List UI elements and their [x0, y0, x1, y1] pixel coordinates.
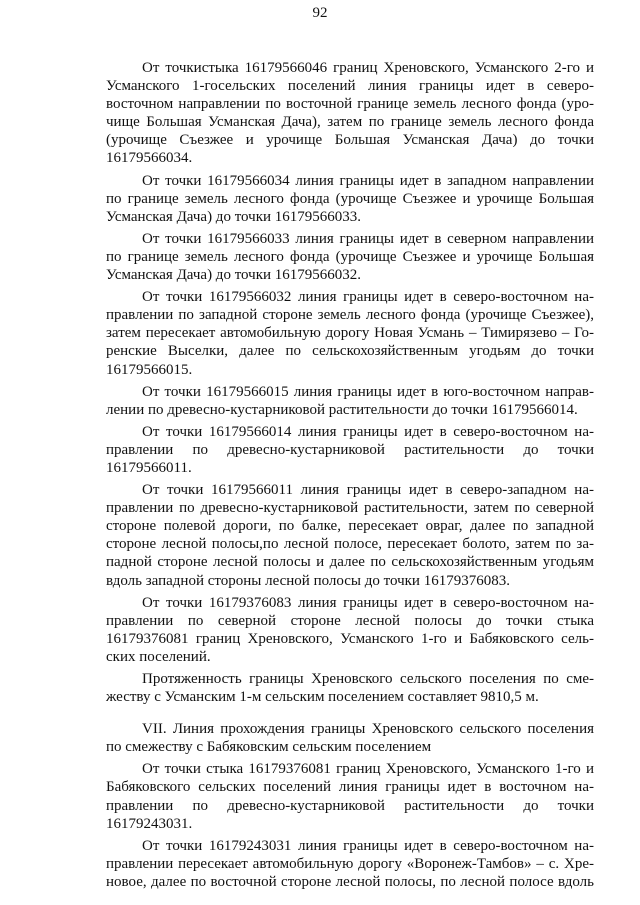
text-line: (урочище Съезжее и урочище Большая Усманская Дача) до точки — [106, 132, 594, 149]
document-body — [106, 59, 594, 891]
text-line: От точки 16179566014 линия границы идет в северо-восточном на- — [142, 423, 594, 440]
section-heading — [106, 720, 594, 756]
text-line: От точки 16179566033 линия границы идет в северном направлении — [142, 230, 594, 247]
text-line: ских поселений. — [106, 648, 211, 665]
text-line: лении по древесно-кустарниковой растительности до точки 16179566014. — [106, 401, 578, 418]
paragraph — [106, 288, 594, 378]
page-number: 92 — [312, 5, 328, 21]
text-line: жеству с Усманским 1-м сельским поселением составляет 9810,5 м. — [106, 689, 539, 706]
text-line: От точки 16179376083 линия границы идет в северо-восточном на- — [142, 594, 594, 611]
text-line: Усманская Дача) до точки 16179566032. — [106, 267, 362, 284]
text-line: восточном направлении по восточной границе земель лесного фонда (уро- — [106, 96, 594, 113]
paragraph — [106, 383, 594, 419]
text-line: по смежеству с Бабяковским сельским поселением — [106, 739, 432, 756]
paragraph — [106, 59, 594, 168]
text-line: Усманская Дача) до точки 16179566033. — [106, 208, 362, 225]
text-line: ренские Выселки, далее по сельскохозяйственным угодьям до точки — [106, 343, 594, 360]
text-line: стороне полевой дороги, по балке, пересекает овраг, далее по западной — [106, 518, 594, 535]
text-line: по границе земель лесного фонда (урочище Съезжее и урочище Большая — [106, 248, 594, 265]
paragraph — [106, 670, 594, 706]
paragraph — [106, 481, 594, 590]
text-line: затем пересекает автомобильную дорогу Новая Усмань – Тимирязево – Го- — [106, 325, 594, 342]
text-line: новое, далее по восточной стороне лесной полосы, по лесной полосе вдоль — [106, 873, 594, 890]
text-line: От точкистыка 16179566046 границ Хреновского, Усманского 2-го и — [142, 60, 594, 76]
text-line: Усманского 1-госельских поселений линия границы идет в северо- — [106, 78, 594, 95]
text-line: 16179566011. — [106, 459, 192, 476]
text-line: 16179566034. — [106, 150, 193, 167]
text-line: чище Большая Усманская Дача), затем по границе земель лесного фонда — [106, 114, 594, 131]
text-line: стороне лесной полосы,по лесной полосе, пересекает болото, затем по за- — [106, 536, 594, 553]
text-line: вдоль западной стороны лесной полосы до точки 16179376083. — [106, 572, 510, 589]
text-line: 16179243031. — [106, 815, 193, 832]
text-line: правлении по западной стороне земель лесного фонда (урочище Съезжее), — [106, 307, 594, 324]
text-line: правлении по древесно-кустарниковой растительности до точки — [106, 441, 594, 458]
text-line: Бабяковского сельских поселений линия границы идет в восточном на- — [106, 779, 594, 796]
paragraph — [106, 760, 594, 832]
paragraph — [106, 423, 594, 477]
text-line: правлении по древесно-кустарниковой растительности, затем по северной — [106, 500, 594, 517]
text-line: 16179376081 границ Хреновского, Усманского 1-го и Бабяковского сель- — [106, 630, 594, 647]
text-line: От точки 16179566034 линия границы идет в западном направлении — [142, 172, 594, 189]
text-line: по границе земель лесного фонда (урочище Съезжее и урочище Большая — [106, 190, 594, 207]
text-line: VII. Линия прохождения границы Хреновского сельского поселения — [142, 721, 594, 738]
text-line: От точки стыка 16179376081 границ Хреновского, Усманского 1-го и — [142, 761, 594, 778]
paragraph — [106, 837, 594, 891]
text-line: падной стороне лесной полосы и далее по сельскохозяйственным угодьям — [106, 554, 594, 571]
text-line: правлении пересекает автомобильную дорогу «Воронеж-Тамбов» – с. Хре- — [106, 855, 594, 872]
text-line: От точки 16179243031 линия границы идет в северо-восточном на- — [142, 837, 594, 854]
paragraph-gap — [106, 706, 594, 720]
paragraph — [106, 230, 594, 284]
text-line: От точки 16179566011 линия границы идет в северо-западном на- — [142, 482, 594, 499]
text-line: Протяженность границы Хреновского сельского поселения по сме- — [142, 671, 594, 687]
text-line: 16179566015. — [106, 361, 193, 378]
text-line: От точки 16179566032 линия границы идет в северо-восточном на- — [142, 289, 594, 306]
text-line: От точки 16179566015 линия границы идет в юго-восточном направ- — [142, 383, 594, 400]
text-line: правлении по древесно-кустарниковой растительности до точки — [106, 797, 594, 814]
paragraph — [106, 594, 594, 666]
paragraph — [106, 172, 594, 226]
text-line: правлении по северной стороне лесной полосы до точки стыка — [106, 612, 594, 629]
